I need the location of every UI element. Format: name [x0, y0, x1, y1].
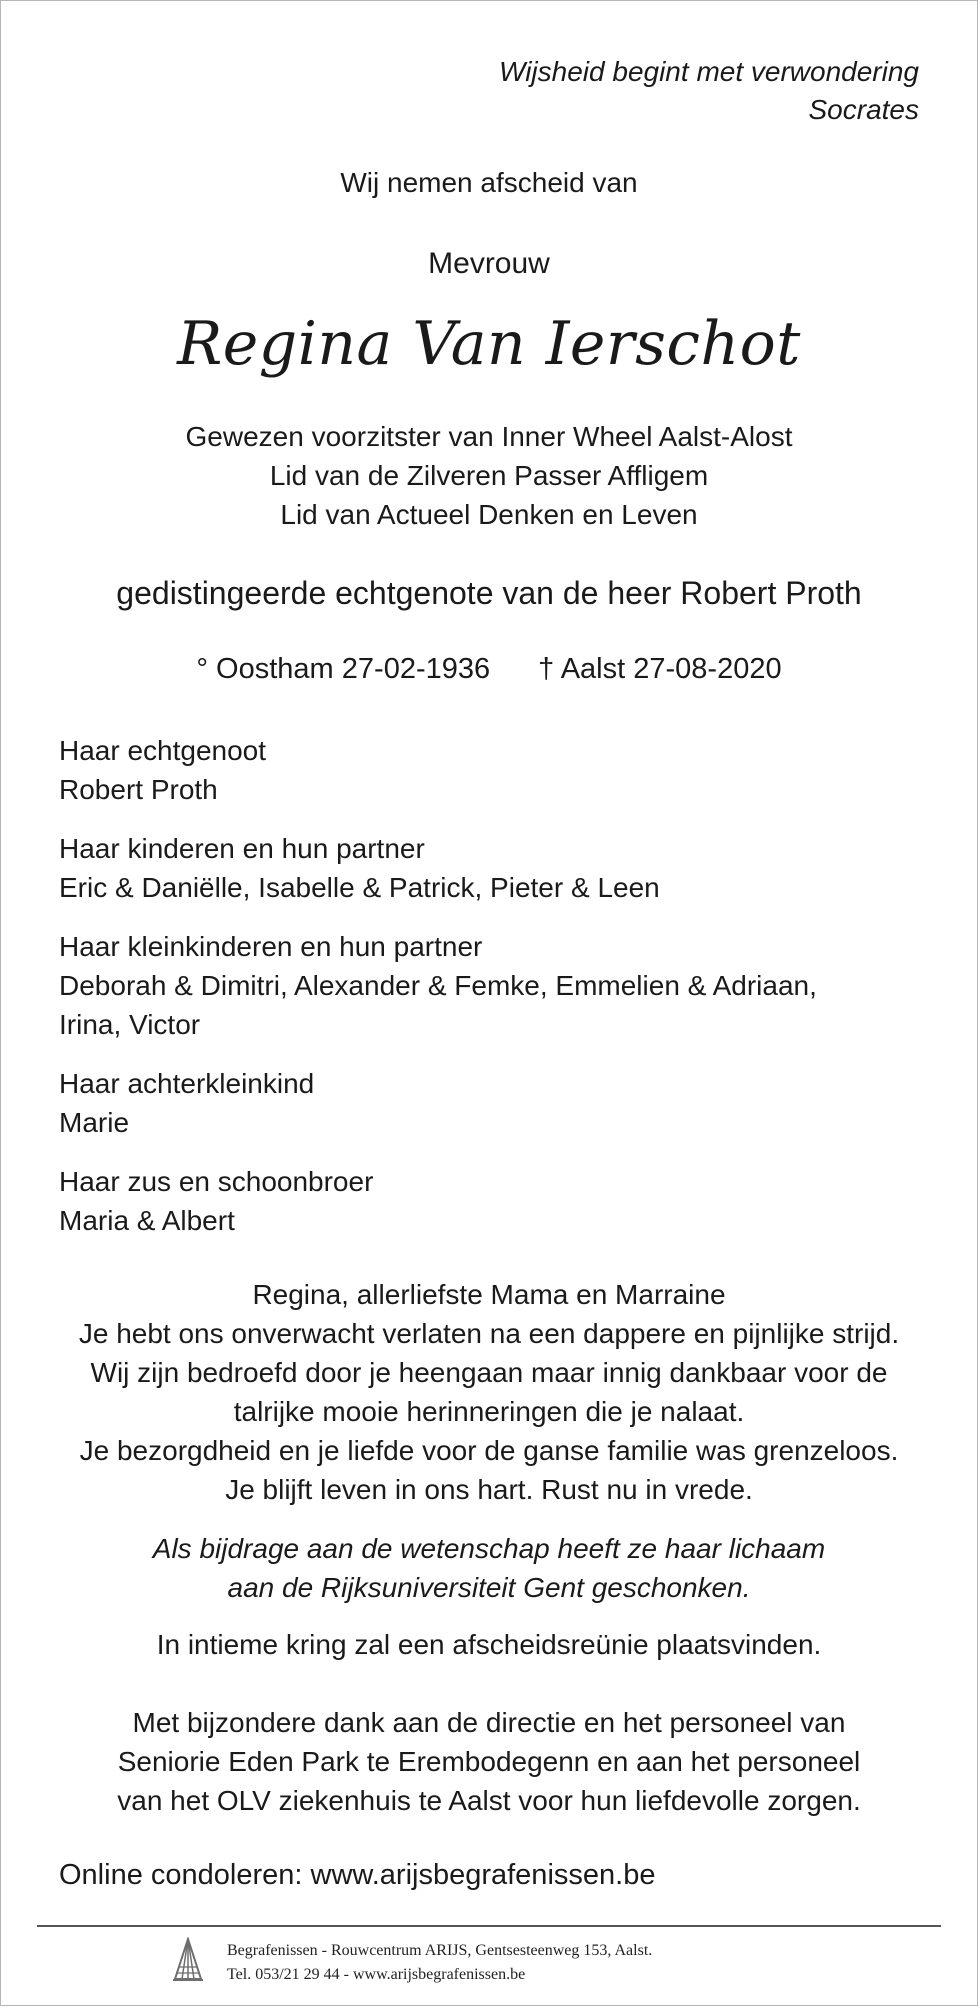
- family-group-children: [59, 829, 817, 907]
- funeral-home-footer: [171, 1937, 652, 1988]
- life-dates: [1, 653, 977, 686]
- epigraph: [499, 53, 919, 129]
- donation-line: Als bijdrage aan de wetenschap heeft ze haar lichaam: [152, 1533, 826, 1564]
- online-condolence-link[interactable]: Online condoleren: www.arijsbegrafenissen.be: [59, 1859, 656, 1891]
- family-group-spouse: [59, 731, 817, 809]
- funeral-home-address: Begrafenissen - Rouwcentrum ARIJS, Gentsesteenweg 153, Aalst.: [227, 1941, 653, 1959]
- thanks-line: van het OLV ziekenhuis te Aalst voor hun liefdevolle zorgen.: [117, 1785, 861, 1816]
- role-line: Gewezen voorzitster van Inner Wheel Aalst-Alost: [185, 421, 793, 452]
- family-heading: Haar echtgenoot: [59, 735, 267, 766]
- intro-line: Wij nemen afscheid van: [340, 167, 638, 198]
- family-members: Marie: [59, 1107, 130, 1138]
- family-members: Eric & Daniëlle, Isabelle & Patrick, Pieter & Leen: [59, 872, 660, 903]
- family-members: Deborah & Dimitri, Alexander & Femke, Emmelien & Adriaan,: [59, 970, 817, 1001]
- gathering-note: In intieme kring zal een afscheidsreünie plaatsvinden.: [156, 1629, 822, 1660]
- funeral-home-logo-icon: [171, 1937, 205, 1988]
- family-group-sibling: [59, 1162, 817, 1240]
- family-heading: Haar kleinkinderen en hun partner: [59, 931, 483, 962]
- family-list: [59, 731, 817, 1260]
- family-group-grandchildren: [59, 927, 817, 1044]
- family-members: Maria & Albert: [59, 1205, 235, 1236]
- funeral-home-contact[interactable]: Tel. 053/21 29 44 - www.arijsbegrafenissen.be: [227, 1965, 526, 1983]
- quote-text: Wijsheid begint met verwondering: [499, 56, 919, 87]
- funeral-home-info: [227, 1939, 652, 1987]
- message-line: Je blijft leven in ons hart. Rust nu in vrede.: [225, 1474, 753, 1505]
- thanks-note: [1, 1703, 977, 1820]
- message-line: talrijke mooie herinneringen die je nalaat.: [233, 1396, 745, 1427]
- footer-divider: [37, 1925, 941, 1927]
- message-line: Regina, allerliefste Mama en Marraine: [252, 1279, 726, 1310]
- family-members: Irina, Victor: [59, 1009, 201, 1040]
- roles-list: [1, 417, 977, 534]
- family-heading: Haar kinderen en hun partner: [59, 833, 425, 864]
- family-members: Robert Proth: [59, 774, 218, 805]
- message-line: Wij zijn bedroefd door je heengaan maar innig dankbaar voor de: [90, 1357, 888, 1388]
- family-heading: Haar zus en schoonbroer: [59, 1166, 374, 1197]
- spouse-line: gedistingeerde echtgenote van de heer Robert Proth: [116, 575, 862, 611]
- thanks-line: Seniorie Eden Park te Erembodegenn en aan het personeel: [117, 1746, 861, 1777]
- deceased-name: Regina Van Ierschot: [177, 309, 801, 379]
- donation-line: aan de Rijksuniversiteit Gent geschonken.: [227, 1572, 751, 1603]
- death-date: † Aalst 27-08-2020: [538, 653, 782, 685]
- family-group-great-grandchild: [59, 1064, 817, 1142]
- thanks-line: Met bijzondere dank aan de directie en het personeel van: [132, 1707, 846, 1738]
- body-donation-note: [1, 1529, 977, 1607]
- role-line: Lid van de Zilveren Passer Affligem: [269, 460, 709, 491]
- message-line: Je hebt ons onverwacht verlaten na een dappere en pijnlijke strijd.: [78, 1318, 900, 1349]
- role-line: Lid van Actueel Denken en Leven: [280, 499, 698, 530]
- family-heading: Haar achterkleinkind: [59, 1068, 315, 1099]
- farewell-message: [1, 1275, 977, 1509]
- birth-date: ° Oostham 27-02-1936: [196, 653, 491, 685]
- message-line: Je bezorgdheid en je liefde voor de ganse familie was grenzeloos.: [79, 1435, 899, 1466]
- quote-author: Socrates: [808, 94, 919, 125]
- honorific: Mevrouw: [428, 247, 550, 280]
